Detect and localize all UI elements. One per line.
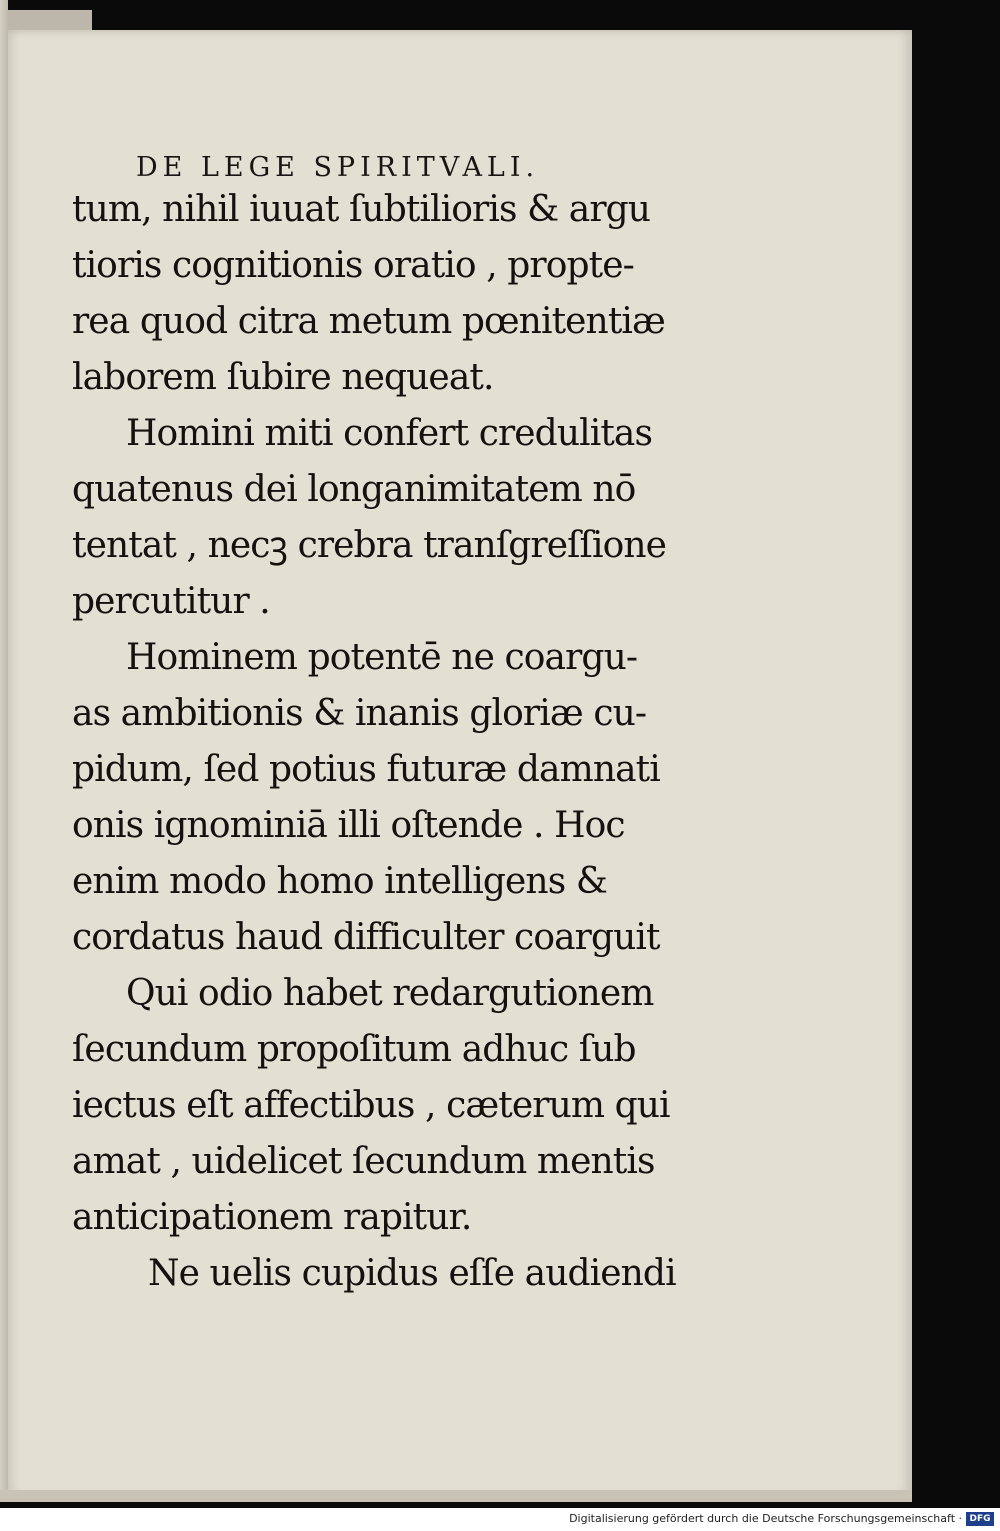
text-line: iectus eſt affectibus , cæterum qui [72,1085,670,1126]
text-line: tentat , necꝫ crebra tranſgreſſione [72,525,667,566]
body-text [72,182,762,1302]
text-line: enim modo homo intelligens & [72,861,607,902]
text-line: percutitur . [72,581,270,622]
text-line: anticipationem rapitur. [72,1197,472,1238]
dfg-logo-icon: DFG [966,1512,994,1526]
binding-strip [0,10,92,32]
page-bottom-edge [0,1490,912,1502]
text-line: onis ignominiā illi oſtende . Hoc [72,805,625,846]
text-line: ſecundum propoſitum adhuc ſub [72,1029,636,1070]
page-edge [0,0,8,1496]
text-line: cordatus haud difficulter coarguit [72,917,660,958]
text-line: Homini miti confert credulitas [126,413,653,454]
text-line: pidum, ſed potius futuræ damnati [72,749,660,790]
text-line: as ambitionis & inanis gloriæ cu- [72,693,647,734]
funding-credit: Digitalisierung gefördert durch die Deutsche Forschungsgemeinschaft · [569,1512,962,1525]
text-line: Hominem potentē ne coargu- [126,637,638,678]
text-line: tum, nihil iuuat ſubtilioris & argu [72,189,651,230]
text-line: amat , uidelicet ſecundum mentis [72,1141,655,1182]
text-line: Ne uelis cupidus eſſe audiendi [148,1253,676,1294]
text-line: Qui odio habet redargutionem [126,973,654,1014]
running-head: DE LEGE SPIRITVALI. [136,152,540,183]
text-line: tioris cognitionis oratio , propte- [72,245,634,286]
text-line: quatenus dei longanimitatem nō [72,469,636,510]
text-line: rea quod citra metum pœnitentiæ [72,301,665,342]
text-line: laborem ſubire nequeat. [72,357,494,398]
footer-bar [0,1508,1000,1531]
